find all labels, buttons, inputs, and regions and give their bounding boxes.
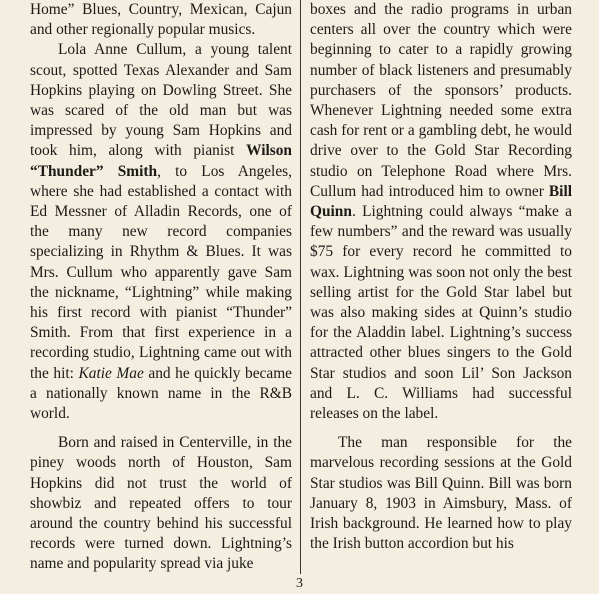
right-column bbox=[310, 0, 572, 554]
text-run: , to Los Angeles, where she had established a contact with Ed Messner of Alladin Records, one of the many new record companies specializing in Rhythm & Blues. It was Mrs. Cullum who apparently gave Sam the nickname, “Lightning” while making his first record with pianist “Thunder” Smith. From that first experience in a recording studio, Lightning came out with the hit: bbox=[30, 162, 292, 382]
paragraph bbox=[310, 0, 572, 424]
paragraph: The man responsible for the marvelous recording sessions at the Gold Star studios was Bill Quinn. Bill was born January 8, 1903 in Aimsbury, Mass. of Irish background. He learned how to play the Irish button accordion but his bbox=[310, 434, 572, 553]
text-run: boxes and the radio programs in urban centers all over the country which were beginning to cater to a rapidly growing number of black listeners and presumably purchasers of the sponsors’ products. Whenever Lightning needed some extra cash for rent or a gambling debt, he would drive over to the Gold Star Recording studio on Telephone Road where Mrs. Cullum had introduced him to owner bbox=[310, 1, 572, 200]
paragraph: Born and raised in Centerville, in the piney woods north of Houston, Sam Hopkins did not trust the world of showbiz and repeated offers to tour around the country behind his successful records were turned down. Lightning’s name and popularity spread via juke bbox=[30, 434, 292, 573]
paragraph bbox=[30, 40, 292, 424]
text-run: . Lightning could always “make a few numbers” and the reward was usually $75 for every record he committed to wax. Lightning was soon not only the best selling artist for the Gold Star label but was also making sides at Quinn’s studio for the Aladdin label. Lightning’s success attracted other blues singers to the Gold Star studios and soon Lil’ Son Jackson and L. C. Williams had successful releases on the label. bbox=[310, 203, 572, 423]
text-run: and he quickly became a nationally known name in the R&B world. bbox=[30, 364, 293, 423]
song-title-italic: Katie Mae bbox=[78, 364, 144, 382]
left-column bbox=[30, 0, 292, 575]
column-divider bbox=[300, 0, 301, 574]
person-name-bold: Wilson “Thunder” Smith bbox=[30, 142, 292, 180]
paragraph: Home” Blues, Country, Mexican, Cajun and other regionally popular musics. bbox=[30, 1, 292, 39]
person-name-bold: Bill Quinn bbox=[310, 182, 572, 221]
page-number: 3 bbox=[296, 576, 303, 591]
text-run: Lola Anne Cullum, a young talent scout, spotted Texas Alexander and Sam Hopkins playing on Dowling Street. She was scared of the old man but was impressed by young Sam Hopkins and took him, along with pianist bbox=[30, 41, 292, 160]
